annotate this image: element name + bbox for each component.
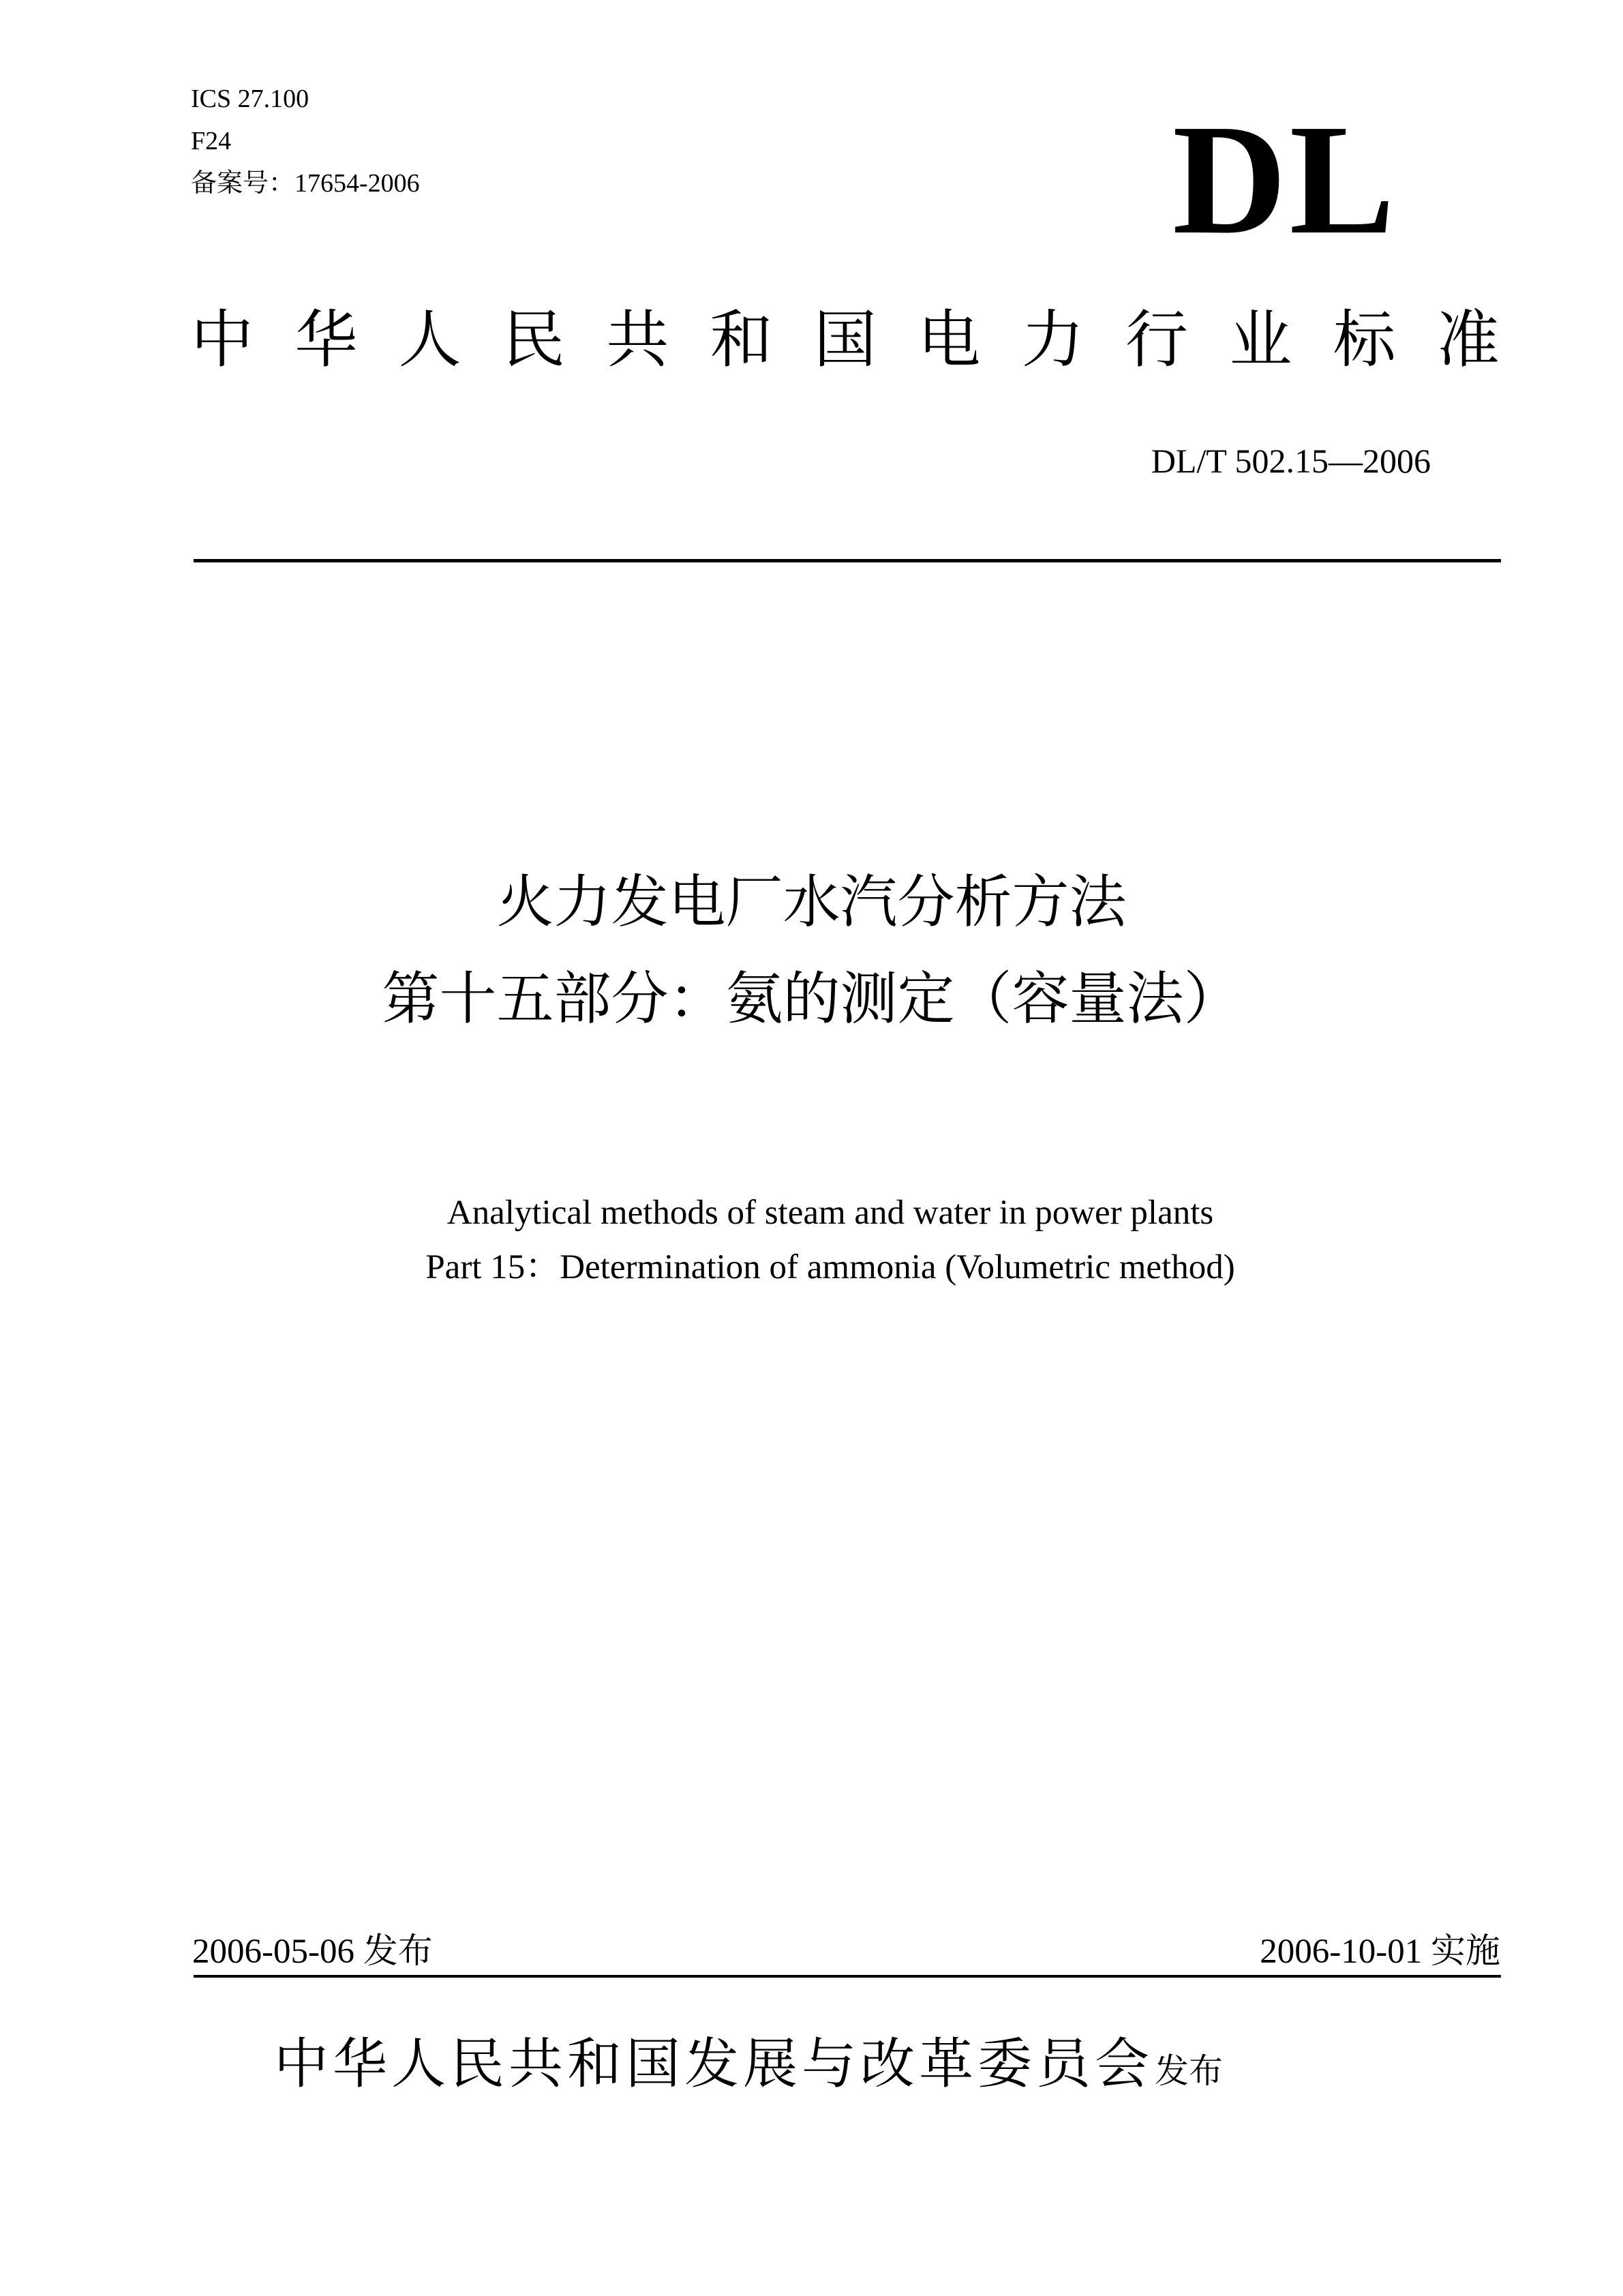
- publisher-organization: 中华人民共和国发展与改革委员会: [274, 2032, 1153, 2096]
- bottom-divider: [194, 1975, 1501, 1978]
- ics-code: ICS 27.100: [191, 85, 309, 113]
- title-en-line-1: Analytical methods of steam and water in power plants: [446, 1194, 1214, 1232]
- publisher: [274, 2030, 1223, 2105]
- top-divider: [194, 559, 1501, 562]
- issue-date: 2006-05-06 发布: [192, 1933, 433, 1971]
- publisher-suffix: 发布: [1155, 2051, 1223, 2091]
- title-cn-line-1: 火力发电厂水汽分析方法: [496, 868, 1127, 935]
- dl-logo: DL: [1172, 92, 1398, 267]
- title-en-line-2: Part 15：Determination of ammonia (Volumetric method): [425, 1248, 1235, 1286]
- title-cn-line-2: 第十五部分：氨的测定（容量法）: [382, 965, 1241, 1032]
- filing-number: 备案号：17654-2006: [191, 169, 420, 198]
- standard-number: DL/T 502.15—2006: [1151, 442, 1431, 480]
- ccs-code: F24: [191, 127, 232, 155]
- implementation-date: 2006-10-01 实施: [1260, 1933, 1500, 1971]
- industry-standard-title: 中华人民共和国电力行业标准: [191, 303, 1500, 376]
